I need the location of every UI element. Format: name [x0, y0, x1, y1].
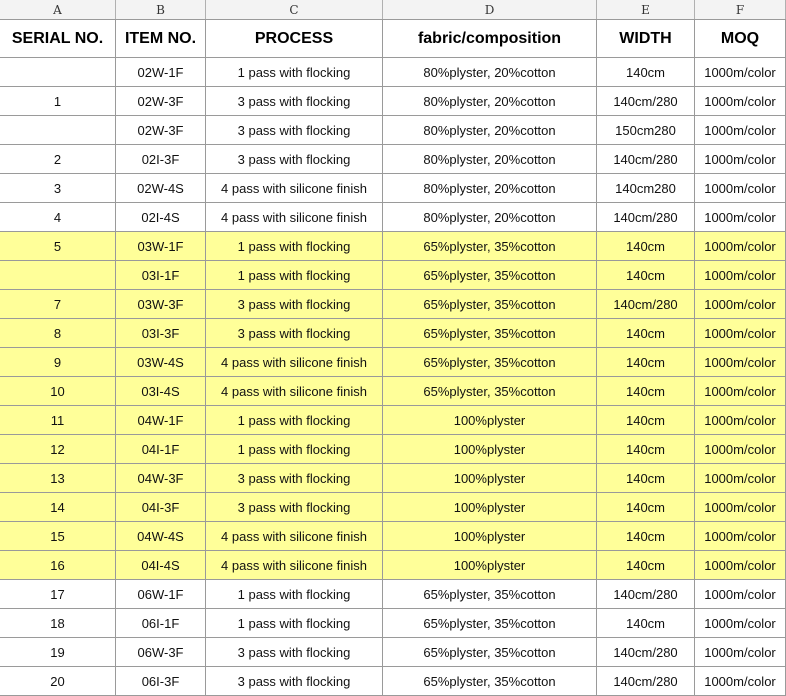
- moq-cell[interactable]: 1000m/color: [695, 580, 786, 609]
- process-cell[interactable]: 3 pass with flocking: [206, 667, 383, 696]
- serial-cell[interactable]: 8: [0, 319, 116, 348]
- item-cell[interactable]: 03W-3F: [116, 290, 206, 319]
- serial-cell[interactable]: 16: [0, 551, 116, 580]
- item-cell[interactable]: 06W-1F: [116, 580, 206, 609]
- width-cell[interactable]: 140cm: [597, 261, 695, 290]
- column-header-f[interactable]: F: [695, 0, 786, 19]
- serial-cell[interactable]: [0, 116, 116, 145]
- width-cell[interactable]: 140cm/280: [597, 667, 695, 696]
- width-cell[interactable]: 140cm/280: [597, 203, 695, 232]
- moq-cell[interactable]: 1000m/color: [695, 261, 786, 290]
- fabric-cell[interactable]: 100%plyster: [383, 551, 597, 580]
- column-header-e[interactable]: E: [597, 0, 695, 19]
- item-cell[interactable]: 02W-3F: [116, 87, 206, 116]
- width-cell[interactable]: 140cm: [597, 435, 695, 464]
- item-cell[interactable]: 06W-3F: [116, 638, 206, 667]
- item-cell[interactable]: 02W-3F: [116, 116, 206, 145]
- moq-cell[interactable]: 1000m/color: [695, 406, 786, 435]
- serial-cell[interactable]: 15: [0, 522, 116, 551]
- header-cell-moq[interactable]: MOQ: [695, 20, 786, 58]
- header-cell-item[interactable]: ITEM NO.: [116, 20, 206, 58]
- serial-cell[interactable]: [0, 58, 116, 87]
- width-cell[interactable]: 140cm/280: [597, 580, 695, 609]
- serial-cell[interactable]: [0, 261, 116, 290]
- serial-cell[interactable]: 5: [0, 232, 116, 261]
- fabric-cell[interactable]: 100%plyster: [383, 522, 597, 551]
- moq-cell[interactable]: 1000m/color: [695, 116, 786, 145]
- fabric-cell[interactable]: 65%plyster, 35%cotton: [383, 667, 597, 696]
- width-cell[interactable]: 140cm/280: [597, 87, 695, 116]
- item-cell[interactable]: 03I-3F: [116, 319, 206, 348]
- moq-cell[interactable]: 1000m/color: [695, 377, 786, 406]
- process-cell[interactable]: 4 pass with silicone finish: [206, 377, 383, 406]
- fabric-cell[interactable]: 100%plyster: [383, 464, 597, 493]
- moq-cell[interactable]: 1000m/color: [695, 551, 786, 580]
- serial-cell[interactable]: 13: [0, 464, 116, 493]
- moq-cell[interactable]: 1000m/color: [695, 522, 786, 551]
- width-cell[interactable]: 140cm: [597, 522, 695, 551]
- serial-cell[interactable]: 11: [0, 406, 116, 435]
- process-cell[interactable]: 3 pass with flocking: [206, 116, 383, 145]
- item-cell[interactable]: 06I-1F: [116, 609, 206, 638]
- moq-cell[interactable]: 1000m/color: [695, 464, 786, 493]
- fabric-cell[interactable]: 65%plyster, 35%cotton: [383, 232, 597, 261]
- process-cell[interactable]: 1 pass with flocking: [206, 58, 383, 87]
- fabric-cell[interactable]: 100%plyster: [383, 406, 597, 435]
- serial-cell[interactable]: 17: [0, 580, 116, 609]
- column-header-b[interactable]: B: [116, 0, 206, 19]
- column-header-d[interactable]: D: [383, 0, 597, 19]
- header-cell-width[interactable]: WIDTH: [597, 20, 695, 58]
- item-cell[interactable]: 03W-4S: [116, 348, 206, 377]
- process-cell[interactable]: 1 pass with flocking: [206, 609, 383, 638]
- moq-cell[interactable]: 1000m/color: [695, 174, 786, 203]
- column-header-c[interactable]: C: [206, 0, 383, 19]
- item-cell[interactable]: 04W-4S: [116, 522, 206, 551]
- moq-cell[interactable]: 1000m/color: [695, 232, 786, 261]
- fabric-cell[interactable]: 65%plyster, 35%cotton: [383, 348, 597, 377]
- process-cell[interactable]: 3 pass with flocking: [206, 319, 383, 348]
- item-cell[interactable]: 04I-4S: [116, 551, 206, 580]
- fabric-cell[interactable]: 80%plyster, 20%cotton: [383, 58, 597, 87]
- fabric-cell[interactable]: 65%plyster, 35%cotton: [383, 580, 597, 609]
- moq-cell[interactable]: 1000m/color: [695, 667, 786, 696]
- moq-cell[interactable]: 1000m/color: [695, 87, 786, 116]
- process-cell[interactable]: 3 pass with flocking: [206, 638, 383, 667]
- serial-cell[interactable]: 4: [0, 203, 116, 232]
- moq-cell[interactable]: 1000m/color: [695, 348, 786, 377]
- serial-cell[interactable]: 3: [0, 174, 116, 203]
- item-cell[interactable]: 04W-3F: [116, 464, 206, 493]
- width-cell[interactable]: 140cm: [597, 58, 695, 87]
- width-cell[interactable]: 140cm: [597, 609, 695, 638]
- item-cell[interactable]: 02W-4S: [116, 174, 206, 203]
- fabric-cell[interactable]: 80%plyster, 20%cotton: [383, 87, 597, 116]
- fabric-cell[interactable]: 100%plyster: [383, 435, 597, 464]
- moq-cell[interactable]: 1000m/color: [695, 493, 786, 522]
- width-cell[interactable]: 150cm280: [597, 116, 695, 145]
- serial-cell[interactable]: 7: [0, 290, 116, 319]
- process-cell[interactable]: 4 pass with silicone finish: [206, 348, 383, 377]
- width-cell[interactable]: 140cm: [597, 377, 695, 406]
- fabric-cell[interactable]: 65%plyster, 35%cotton: [383, 638, 597, 667]
- process-cell[interactable]: 3 pass with flocking: [206, 145, 383, 174]
- serial-cell[interactable]: 20: [0, 667, 116, 696]
- fabric-cell[interactable]: 65%plyster, 35%cotton: [383, 319, 597, 348]
- process-cell[interactable]: 4 pass with silicone finish: [206, 203, 383, 232]
- item-cell[interactable]: 02I-4S: [116, 203, 206, 232]
- process-cell[interactable]: 3 pass with flocking: [206, 464, 383, 493]
- fabric-cell[interactable]: 80%plyster, 20%cotton: [383, 116, 597, 145]
- width-cell[interactable]: 140cm: [597, 232, 695, 261]
- moq-cell[interactable]: 1000m/color: [695, 203, 786, 232]
- width-cell[interactable]: 140cm: [597, 348, 695, 377]
- item-cell[interactable]: 04W-1F: [116, 406, 206, 435]
- column-header-a[interactable]: A: [0, 0, 116, 19]
- fabric-cell[interactable]: 80%plyster, 20%cotton: [383, 203, 597, 232]
- fabric-cell[interactable]: 65%plyster, 35%cotton: [383, 290, 597, 319]
- moq-cell[interactable]: 1000m/color: [695, 145, 786, 174]
- serial-cell[interactable]: 1: [0, 87, 116, 116]
- process-cell[interactable]: 1 pass with flocking: [206, 232, 383, 261]
- process-cell[interactable]: 4 pass with silicone finish: [206, 522, 383, 551]
- width-cell[interactable]: 140cm: [597, 319, 695, 348]
- header-cell-serial[interactable]: SERIAL NO.: [0, 20, 116, 58]
- width-cell[interactable]: 140cm: [597, 406, 695, 435]
- serial-cell[interactable]: 10: [0, 377, 116, 406]
- serial-cell[interactable]: 2: [0, 145, 116, 174]
- process-cell[interactable]: 3 pass with flocking: [206, 493, 383, 522]
- moq-cell[interactable]: 1000m/color: [695, 58, 786, 87]
- process-cell[interactable]: 1 pass with flocking: [206, 406, 383, 435]
- fabric-cell[interactable]: 100%plyster: [383, 493, 597, 522]
- serial-cell[interactable]: 9: [0, 348, 116, 377]
- fabric-cell[interactable]: 65%plyster, 35%cotton: [383, 377, 597, 406]
- width-cell[interactable]: 140cm/280: [597, 145, 695, 174]
- serial-cell[interactable]: 19: [0, 638, 116, 667]
- item-cell[interactable]: 04I-3F: [116, 493, 206, 522]
- fabric-cell[interactable]: 65%plyster, 35%cotton: [383, 609, 597, 638]
- item-cell[interactable]: 04I-1F: [116, 435, 206, 464]
- fabric-cell[interactable]: 80%plyster, 20%cotton: [383, 145, 597, 174]
- serial-cell[interactable]: 12: [0, 435, 116, 464]
- process-cell[interactable]: 3 pass with flocking: [206, 290, 383, 319]
- moq-cell[interactable]: 1000m/color: [695, 319, 786, 348]
- width-cell[interactable]: 140cm: [597, 493, 695, 522]
- item-cell[interactable]: 02I-3F: [116, 145, 206, 174]
- moq-cell[interactable]: 1000m/color: [695, 290, 786, 319]
- process-cell[interactable]: 1 pass with flocking: [206, 261, 383, 290]
- item-cell[interactable]: 02W-1F: [116, 58, 206, 87]
- width-cell[interactable]: 140cm: [597, 551, 695, 580]
- process-cell[interactable]: 4 pass with silicone finish: [206, 551, 383, 580]
- width-cell[interactable]: 140cm/280: [597, 290, 695, 319]
- serial-cell[interactable]: 18: [0, 609, 116, 638]
- moq-cell[interactable]: 1000m/color: [695, 435, 786, 464]
- cell-grid: [0, 20, 786, 696]
- process-cell[interactable]: 1 pass with flocking: [206, 580, 383, 609]
- item-cell[interactable]: 03I-4S: [116, 377, 206, 406]
- item-cell[interactable]: 03W-1F: [116, 232, 206, 261]
- header-cell-process[interactable]: PROCESS: [206, 20, 383, 58]
- fabric-cell[interactable]: 80%plyster, 20%cotton: [383, 174, 597, 203]
- width-cell[interactable]: 140cm/280: [597, 638, 695, 667]
- process-cell[interactable]: 3 pass with flocking: [206, 87, 383, 116]
- item-cell[interactable]: 03I-1F: [116, 261, 206, 290]
- width-cell[interactable]: 140cm: [597, 464, 695, 493]
- serial-cell[interactable]: 14: [0, 493, 116, 522]
- fabric-cell[interactable]: 65%plyster, 35%cotton: [383, 261, 597, 290]
- width-cell[interactable]: 140cm280: [597, 174, 695, 203]
- column-letter-headers: [0, 0, 786, 20]
- process-cell[interactable]: 4 pass with silicone finish: [206, 174, 383, 203]
- item-cell[interactable]: 06I-3F: [116, 667, 206, 696]
- moq-cell[interactable]: 1000m/color: [695, 609, 786, 638]
- process-cell[interactable]: 1 pass with flocking: [206, 435, 383, 464]
- moq-cell[interactable]: 1000m/color: [695, 638, 786, 667]
- header-cell-fabric[interactable]: fabric/composition: [383, 20, 597, 58]
